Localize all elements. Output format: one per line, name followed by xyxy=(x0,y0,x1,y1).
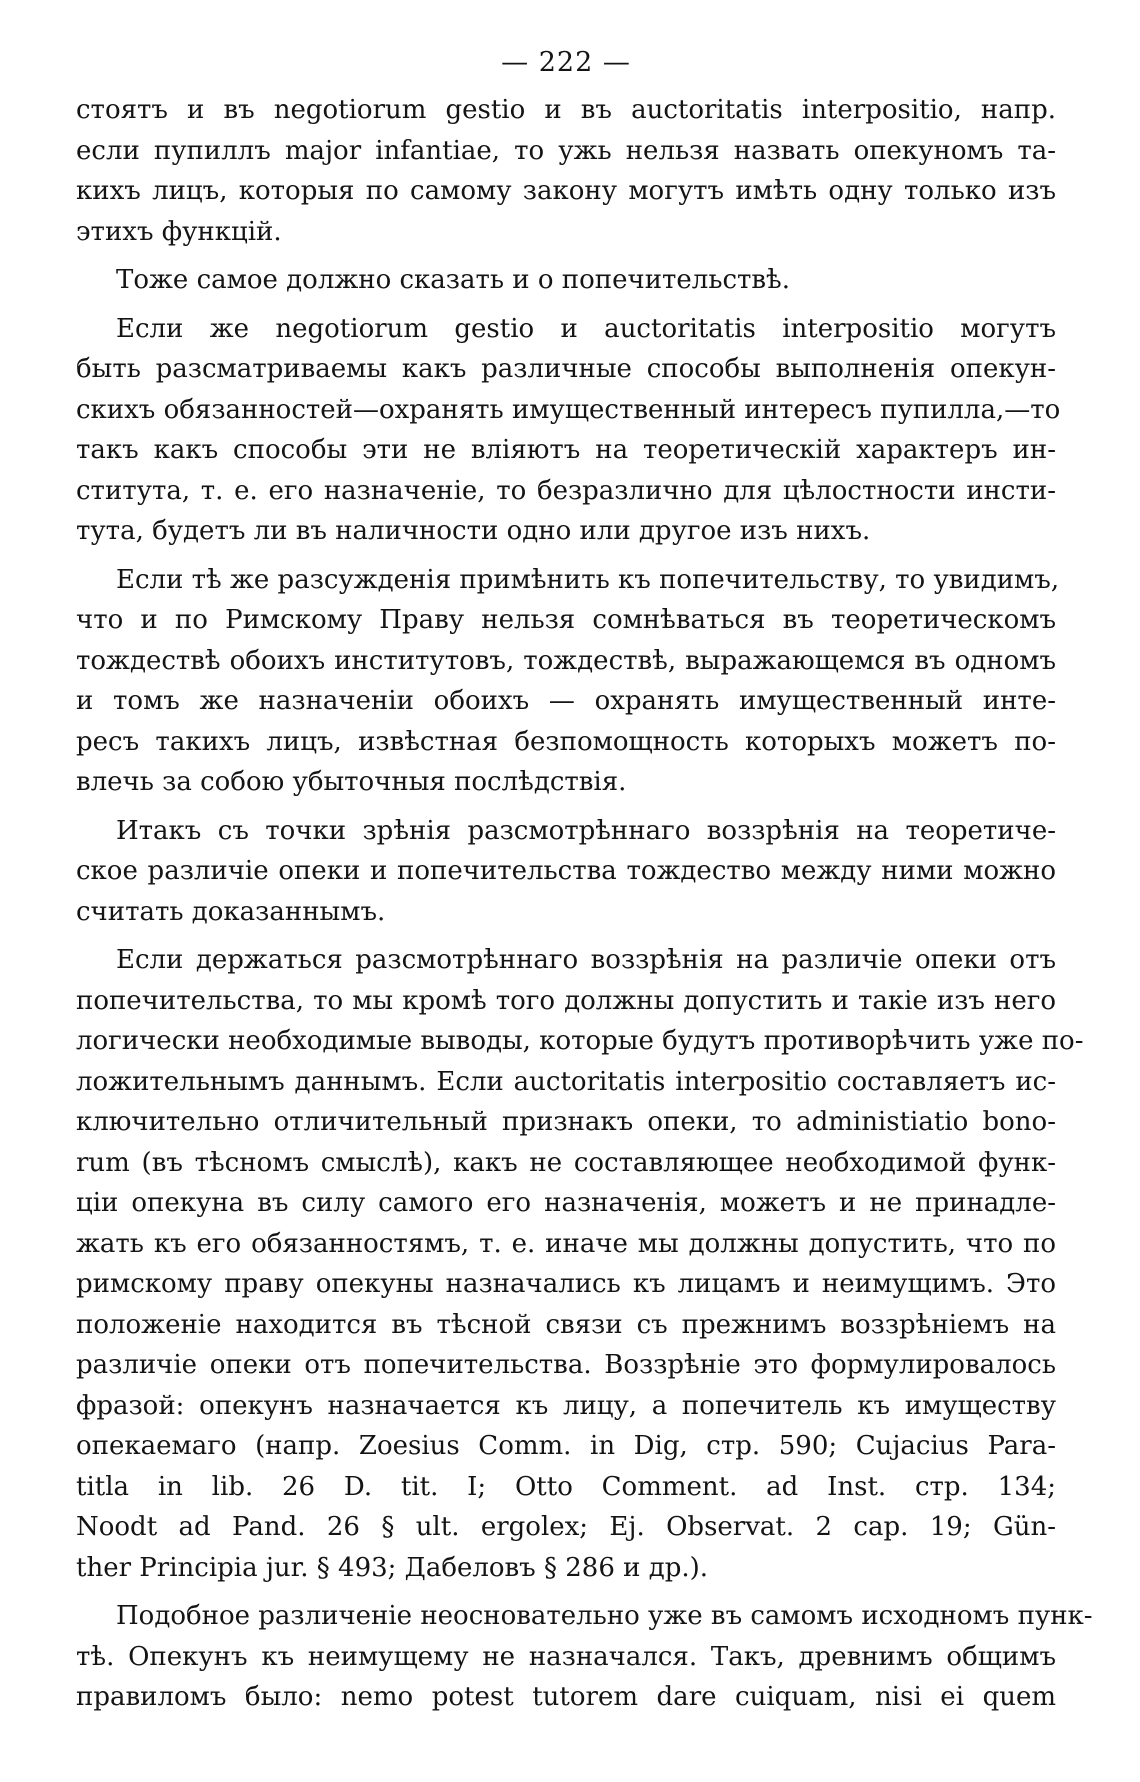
text-line: и томъ же назначеніи обоихъ — охранять имущественный инте- xyxy=(76,686,1056,716)
text-line: различіе опеки отъ попечительства. Воззрѣніе это формулировалось xyxy=(76,1350,1056,1380)
text-line: опекаемаго (напр. Zoesius Comm. in Dig, стр. 590; Cujacius Para- xyxy=(76,1431,1056,1461)
paragraph xyxy=(76,940,1084,1588)
text-line: логически необходимые выводы, которые будутъ противорѣчить уже по- xyxy=(76,1026,1084,1056)
text-line: стоятъ и въ negotiorum gestio и въ auctoritatis interpositio, напр. xyxy=(76,95,1056,125)
text-line: этихъ функцій. xyxy=(76,216,282,247)
text-line: Noodt ad Pand. 26 § ult. ergolex; Ej. Observat. 2 cap. 19; Gün- xyxy=(76,1512,1056,1542)
text-line: тождествѣ обоихъ институтовъ, тождествѣ, выражающемся въ одномъ xyxy=(76,645,1056,676)
document-page xyxy=(76,47,1093,1726)
text-line: влечь за собою убыточныя послѣдствія. xyxy=(76,767,627,797)
text-line: фразой: опекунъ назначается къ лицу, а попечитель къ имуществу xyxy=(76,1390,1056,1421)
text-line: Итакъ съ точки зрѣнія разсмотрѣннаго воззрѣнія на теоретиче- xyxy=(116,815,1056,846)
text-line: если пупиллъ major infantiae, то ужь нельзя назвать опекуномъ та- xyxy=(76,135,1056,166)
text-line: ресъ такихъ лицъ, извѣстная безпомощность которыхъ можетъ по- xyxy=(76,726,1056,757)
text-line: rum (въ тѣсномъ смыслѣ), какъ не составляющее необходимой функ- xyxy=(76,1147,1056,1178)
text-line: что и по Римскому Праву нельзя сомнѣваться въ теоретическомъ xyxy=(76,605,1056,635)
paragraph xyxy=(76,811,1056,933)
paragraph xyxy=(76,309,1061,552)
text-line: Если держаться разсмотрѣннаго воззрѣнія на различіе опеки отъ xyxy=(116,945,1056,975)
text-line: Подобное различеніе неосновательно уже въ самомъ исходномъ пунк- xyxy=(116,1601,1093,1631)
text-line: ціи опекуна въ силу самого его назначенія, можетъ и не принадле- xyxy=(76,1188,1056,1218)
text-line: такъ какъ способы эти не вліяютъ на теоретическій характеръ ин- xyxy=(76,435,1056,465)
text-line: Если тѣ же разсужденія примѣнить къ попечительству, то увидимъ, xyxy=(116,564,1060,595)
text-line: быть разсматриваемы какъ различные способы выполненія опекун- xyxy=(76,354,1056,384)
text-line: попечительства, то мы кромѣ того должны допустить и такіе изъ него xyxy=(76,985,1056,1016)
text-line: ther Principia jur. § 493; Дабеловъ § 286 и др.). xyxy=(76,1552,709,1583)
text-line: кихъ лицъ, которыя по самому закону могутъ имѣть одну только изъ xyxy=(76,176,1056,206)
paragraph xyxy=(76,260,1056,301)
text-line: тѣ. Опекунъ къ неимущему не назначался. Такъ, древнимъ общимъ xyxy=(76,1641,1056,1672)
text-line: скихъ обязанностей—охранять имущественный интересъ пупилла,—то xyxy=(76,394,1061,425)
page-number: — 222 — xyxy=(501,47,631,78)
text-line: правиломъ было: nemo potest tutorem dare cuiquam, nisi ei quem xyxy=(76,1682,1056,1712)
paragraph xyxy=(76,1596,1093,1718)
text-line: римскому праву опекуны назначались къ лицамъ и неимущимъ. Это xyxy=(76,1269,1056,1299)
text-line: тута, будетъ ли въ наличности одно или другое изъ нихъ. xyxy=(76,516,871,546)
body-text xyxy=(76,90,1093,1718)
text-line: считать доказаннымъ. xyxy=(76,896,386,927)
text-line: ложительнымъ даннымъ. Если auctoritatis interpositio составляетъ ис- xyxy=(76,1066,1056,1097)
text-line: ское различіе опеки и попечительства тождество между ними можно xyxy=(76,856,1056,886)
text-line: ститута, т. е. его назначеніе, то безразлично для цѣлостности инсти- xyxy=(76,475,1056,506)
text-line: жать къ его обязанностямъ, т. е. иначе мы должны допустить, что по xyxy=(76,1228,1056,1259)
text-line: Тоже самое должно сказать и о попечительствѣ. xyxy=(116,265,790,295)
text-line: Если же negotiorum gestio и auctoritatis interpositio могутъ xyxy=(116,313,1056,344)
text-line: положеніе находится въ тѣсной связи съ прежнимъ воззрѣніемъ на xyxy=(76,1309,1056,1340)
text-line: titla in lib. 26 D. tit. I; Otto Comment. ad Inst. стр. 134; xyxy=(76,1471,1056,1502)
text-line: ключительно отличительный признакъ опеки, то administiatio bono- xyxy=(76,1107,1056,1137)
paragraph xyxy=(76,560,1060,803)
paragraph xyxy=(76,90,1056,252)
